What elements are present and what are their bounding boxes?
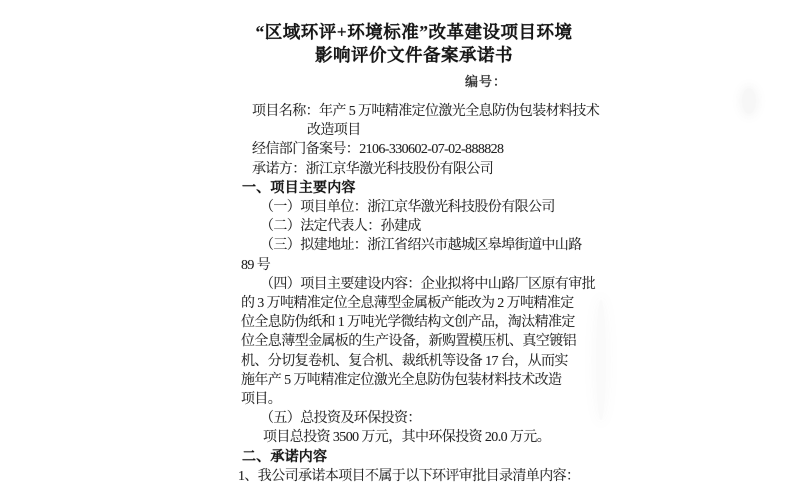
item-investment: （五）总投资及环保投资： [260, 411, 421, 427]
item-address: （三）拟建地址：浙江省绍兴市越城区皋埠街道中山路 [260, 238, 582, 254]
document-title [236, 21, 592, 66]
title-line-1: “区域环评+环境标准”改革建设项目环境 [255, 22, 573, 42]
construction-content-line-7: 项目。 [241, 392, 282, 408]
commitment-line-1: 1、我公司承诺本项目不属于以下环评审批目录清单内容： [238, 468, 580, 484]
construction-content-line-4: 位全息薄型金属板的生产设备，新购置模压机、真空镀铝 [241, 334, 576, 350]
item-construction-content: （四）项目主要建设内容：企业拟将中山路厂区原有审批 [260, 276, 595, 292]
document-meta [236, 102, 600, 179]
investment-detail-line: 项目总投资 3500 万元，其中环保投资 20.0 万元。 [263, 430, 551, 446]
section1-heading: 一、项目主要内容 [242, 180, 356, 196]
document-number-label: 编号： [465, 74, 508, 89]
construction-content-line-6: 施年产 5 万吨精准定位激光全息防伪包装材料技术改造 [241, 372, 562, 388]
section-commitment [236, 448, 592, 486]
scan-artifact [596, 300, 606, 420]
filing-number-line: 经信部门备案号：2106-330602-07-02-888828 [252, 142, 504, 158]
item-project-unit: （一）项目单位：浙江京华激光科技股份有限公司 [260, 200, 555, 216]
construction-content-line-3: 位全息防伪纸和 1 万吨光学微结构文创产品，淘汰精准定 [241, 315, 575, 331]
project-name-line: 项目名称：年产 5 万吨精准定位激光全息防伪包装材料技术 [252, 104, 600, 119]
scan-artifact [742, 88, 756, 114]
project-name-continuation: 改造项目 [307, 123, 361, 139]
promisor-line: 承诺方：浙江京华激光科技股份有限公司 [252, 161, 494, 177]
section-project-content [236, 179, 595, 448]
construction-content-line-5: 机、分切复卷机、复合机、裁纸机等设备 17 台，从而实 [241, 353, 568, 369]
section2-heading: 二、承诺内容 [242, 449, 328, 465]
item-legal-representative: （二）法定代表人：孙建成 [260, 219, 421, 235]
construction-content-line-2: 的 3 万吨精准定位全息薄型金属板产能改为 2 万吨精准定 [241, 296, 574, 312]
address-continuation: 89 号 [241, 257, 271, 273]
title-line-2: 影响评价文件备案承诺书 [315, 44, 513, 65]
document-content [236, 21, 600, 486]
